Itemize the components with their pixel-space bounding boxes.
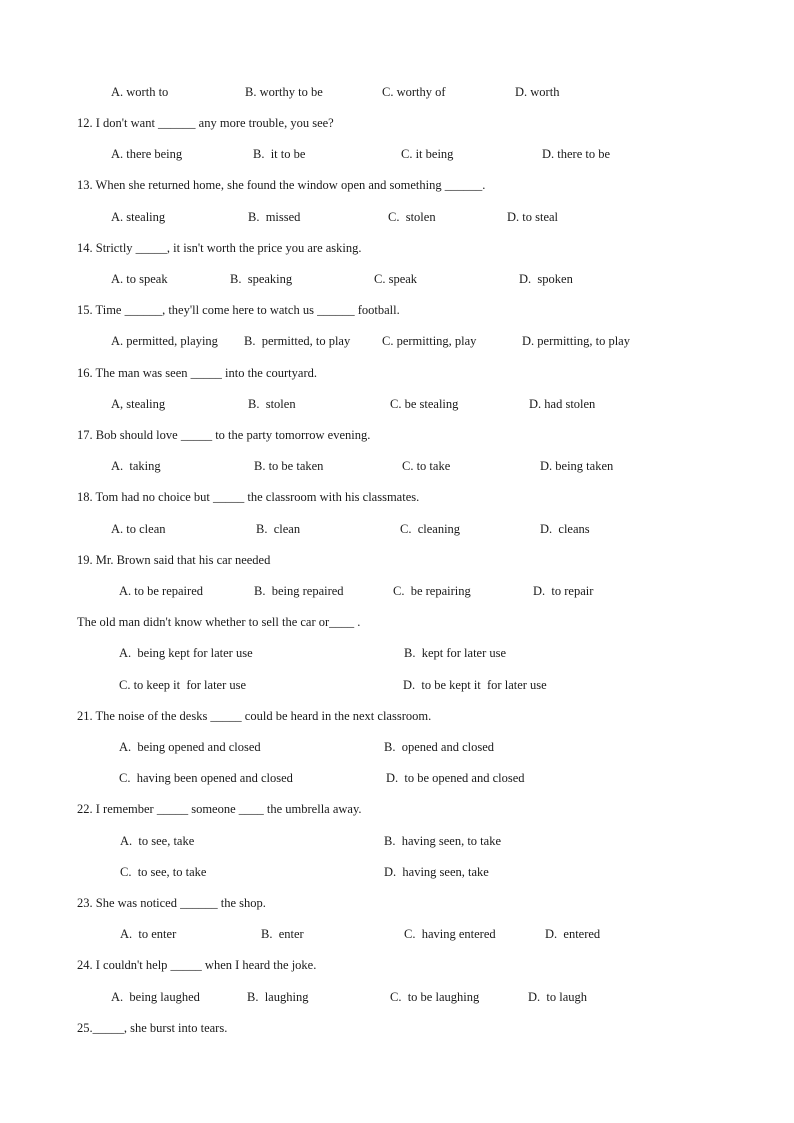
option-a: A. stealing <box>111 210 166 224</box>
option-a: A. being laughed <box>111 990 200 1004</box>
question-stem: 13. When she returned home, she found the window open and something ______. <box>77 178 486 192</box>
option-b: B. permitted, to play <box>244 334 351 348</box>
option-d: D. had stolen <box>529 397 596 411</box>
option-a: A. there being <box>111 147 183 161</box>
option-c: C. permitting, play <box>382 334 477 348</box>
option-b: B. being repaired <box>254 584 344 598</box>
option-d: D. entered <box>545 927 601 941</box>
question-stem: 12. I don't want ______ any more trouble, you see? <box>77 116 334 130</box>
option-d: D. to repair <box>533 584 594 598</box>
question-stem: 23. She was noticed ______ the shop. <box>77 896 266 910</box>
option-d: D. worth <box>515 85 560 99</box>
option-a: A. to see, take <box>120 834 195 848</box>
option-b: B. worthy to be <box>245 85 323 99</box>
option-b: B. speaking <box>230 272 293 286</box>
option-a: A. to be repaired <box>119 584 203 598</box>
option-b: B. laughing <box>247 990 309 1004</box>
option-b: B. kept for later use <box>404 646 507 660</box>
question-stem: 15. Time ______, they'll come here to watch us ______ football. <box>77 303 400 317</box>
option-a: A. taking <box>111 459 161 473</box>
option-b: B. to be taken <box>254 459 324 473</box>
option-b: B. missed <box>248 210 301 224</box>
option-c: C. speak <box>374 272 418 286</box>
option-d: D. having seen, take <box>384 865 489 879</box>
option-b: B. it to be <box>253 147 306 161</box>
option-b: B. enter <box>261 927 304 941</box>
option-a: A. to speak <box>111 272 168 286</box>
option-c: C. stolen <box>388 210 436 224</box>
option-a: A. to clean <box>111 522 166 536</box>
option-d: D. to steal <box>507 210 559 224</box>
option-c: C. be stealing <box>390 397 459 411</box>
question-stem: 19. Mr. Brown said that his car needed <box>77 553 271 567</box>
option-c: C. worthy of <box>382 85 446 99</box>
option-a: A. permitted, playing <box>111 334 218 348</box>
option-d: D. being taken <box>540 459 614 473</box>
option-c: C. to take <box>402 459 451 473</box>
option-c: C. having been opened and closed <box>119 771 293 785</box>
option-a: A. to enter <box>120 927 177 941</box>
question-stem: 14. Strictly _____, it isn't worth the price you are asking. <box>77 241 362 255</box>
option-c: C. having entered <box>404 927 496 941</box>
question-stem: 18. Tom had no choice but _____ the classroom with his classmates. <box>77 490 420 504</box>
question-stem: The old man didn't know whether to sell the car or____ . <box>77 615 361 629</box>
option-a: A. being kept for later use <box>119 646 253 660</box>
option-a: A, stealing <box>111 397 166 411</box>
option-c: C. to be laughing <box>390 990 480 1004</box>
option-c: C. it being <box>401 147 454 161</box>
question-stem: 16. The man was seen _____ into the courtyard. <box>77 366 317 380</box>
option-d: D. permitting, to play <box>522 334 630 348</box>
question-stem: 25._____, she burst into tears. <box>77 1021 228 1035</box>
option-c: C. cleaning <box>400 522 461 536</box>
question-stem: 24. I couldn't help _____ when I heard the joke. <box>77 958 317 972</box>
option-b: B. stolen <box>248 397 296 411</box>
question-stem: 22. I remember _____ someone ____ the umbrella away. <box>77 802 362 816</box>
option-a: A. being opened and closed <box>119 740 261 754</box>
option-d: D. to laugh <box>528 990 588 1004</box>
question-stem: 17. Bob should love _____ to the party tomorrow evening. <box>77 428 371 442</box>
option-d: D. to be kept it for later use <box>403 678 547 692</box>
option-d: D. there to be <box>542 147 611 161</box>
option-d: D. cleans <box>540 522 590 536</box>
option-c: C. be repairing <box>393 584 471 598</box>
option-b: B. opened and closed <box>384 740 495 754</box>
option-c: C. to keep it for later use <box>119 678 247 692</box>
question-stem: 21. The noise of the desks _____ could be heard in the next classroom. <box>77 709 432 723</box>
option-b: B. clean <box>256 522 301 536</box>
option-b: B. having seen, to take <box>384 834 501 848</box>
option-c: C. to see, to take <box>120 865 207 879</box>
option-a: A. worth to <box>111 85 169 99</box>
option-d: D. to be opened and closed <box>386 771 525 785</box>
option-d: D. spoken <box>519 272 573 286</box>
